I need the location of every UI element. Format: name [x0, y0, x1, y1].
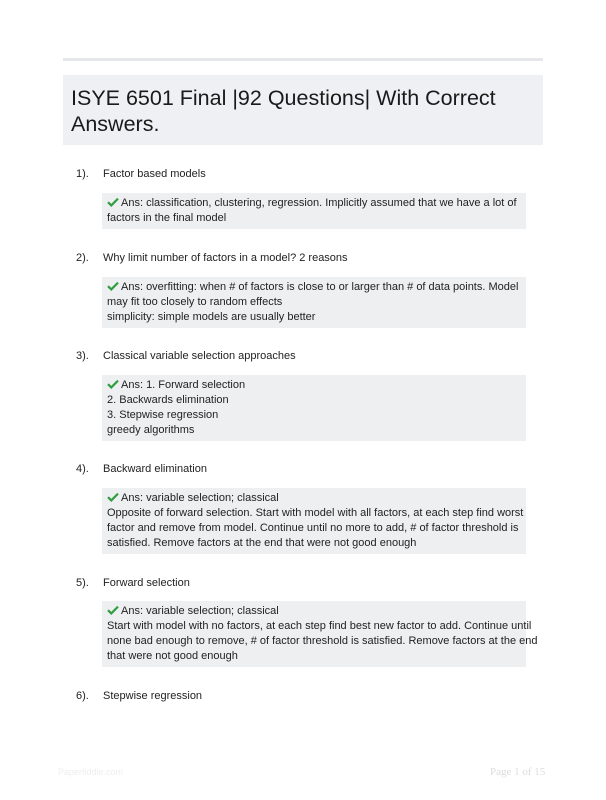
document-title-line-2: Answers.: [71, 112, 160, 136]
answer-line: Start with model with no factors, at each step find best new factor to add. Continue until: [107, 620, 532, 632]
answer-line: Ans: variable selection; classical: [121, 492, 279, 504]
answer-line: factors in the final model: [107, 212, 227, 224]
footer-watermark: Paperfiddle.com: [58, 767, 124, 777]
question-number: 2).: [76, 252, 89, 264]
question-number: 6).: [76, 690, 89, 702]
question-number: 4).: [76, 463, 89, 475]
answer-line: none bad enough to remove, # of factor threshold is satisfied. Remove factors at the end: [107, 635, 538, 647]
question-number: 1).: [76, 168, 89, 180]
answer-box: [102, 193, 526, 229]
answer-line: simplicity: simple models are usually better: [107, 311, 316, 323]
answer-line: 3. Stepwise regression: [107, 409, 219, 421]
answer-box: [102, 375, 526, 441]
answer-box: [102, 277, 526, 328]
answer-line: that were not good enough: [107, 650, 238, 662]
check-icon: [107, 379, 119, 389]
check-icon: [107, 281, 119, 291]
answer-line: Opposite of forward selection. Start with model with all factors, at each step find worst: [107, 507, 524, 519]
answer-box: [102, 488, 526, 554]
document-title-line-1: ISYE 6501 Final |92 Questions| With Correct: [71, 86, 496, 110]
answer-box: [102, 601, 538, 667]
answer-line: Ans: variable selection; classical: [121, 605, 279, 617]
answer-line: Ans: classification, clustering, regression. Implicitly assumed that we have a lot of: [121, 197, 517, 209]
check-icon: [107, 605, 119, 615]
answer-line: may fit too closely to random effects: [107, 296, 283, 308]
question-text: Backward elimination: [103, 463, 207, 475]
answer-line: greedy algorithms: [107, 424, 195, 436]
question-number: 3).: [76, 350, 89, 362]
answer-line: Ans: overfitting: when # of factors is close to or larger than # of data points. Model: [121, 281, 519, 293]
check-icon: [107, 197, 119, 207]
question-text: Factor based models: [103, 168, 206, 180]
page-indicator: Page 1 of 15: [490, 766, 546, 778]
title-banner: [63, 75, 543, 145]
question-number: 5).: [76, 577, 89, 589]
answer-line: 2. Backwards elimination: [107, 394, 229, 406]
question-text: Why limit number of factors in a model? 2 reasons: [103, 252, 348, 264]
question-text: Stepwise regression: [103, 690, 203, 702]
answer-line: factor and remove from model. Continue until no more to add, # of factor threshold is: [107, 522, 519, 534]
check-icon: [107, 492, 119, 502]
question-text: Forward selection: [103, 577, 190, 589]
top-divider: [63, 58, 543, 61]
document-title: [63, 75, 543, 137]
question-text: Classical variable selection approaches: [103, 350, 296, 362]
answer-line: satisfied. Remove factors at the end that were not good enough: [107, 537, 417, 549]
answer-line: Ans: 1. Forward selection: [121, 379, 246, 391]
